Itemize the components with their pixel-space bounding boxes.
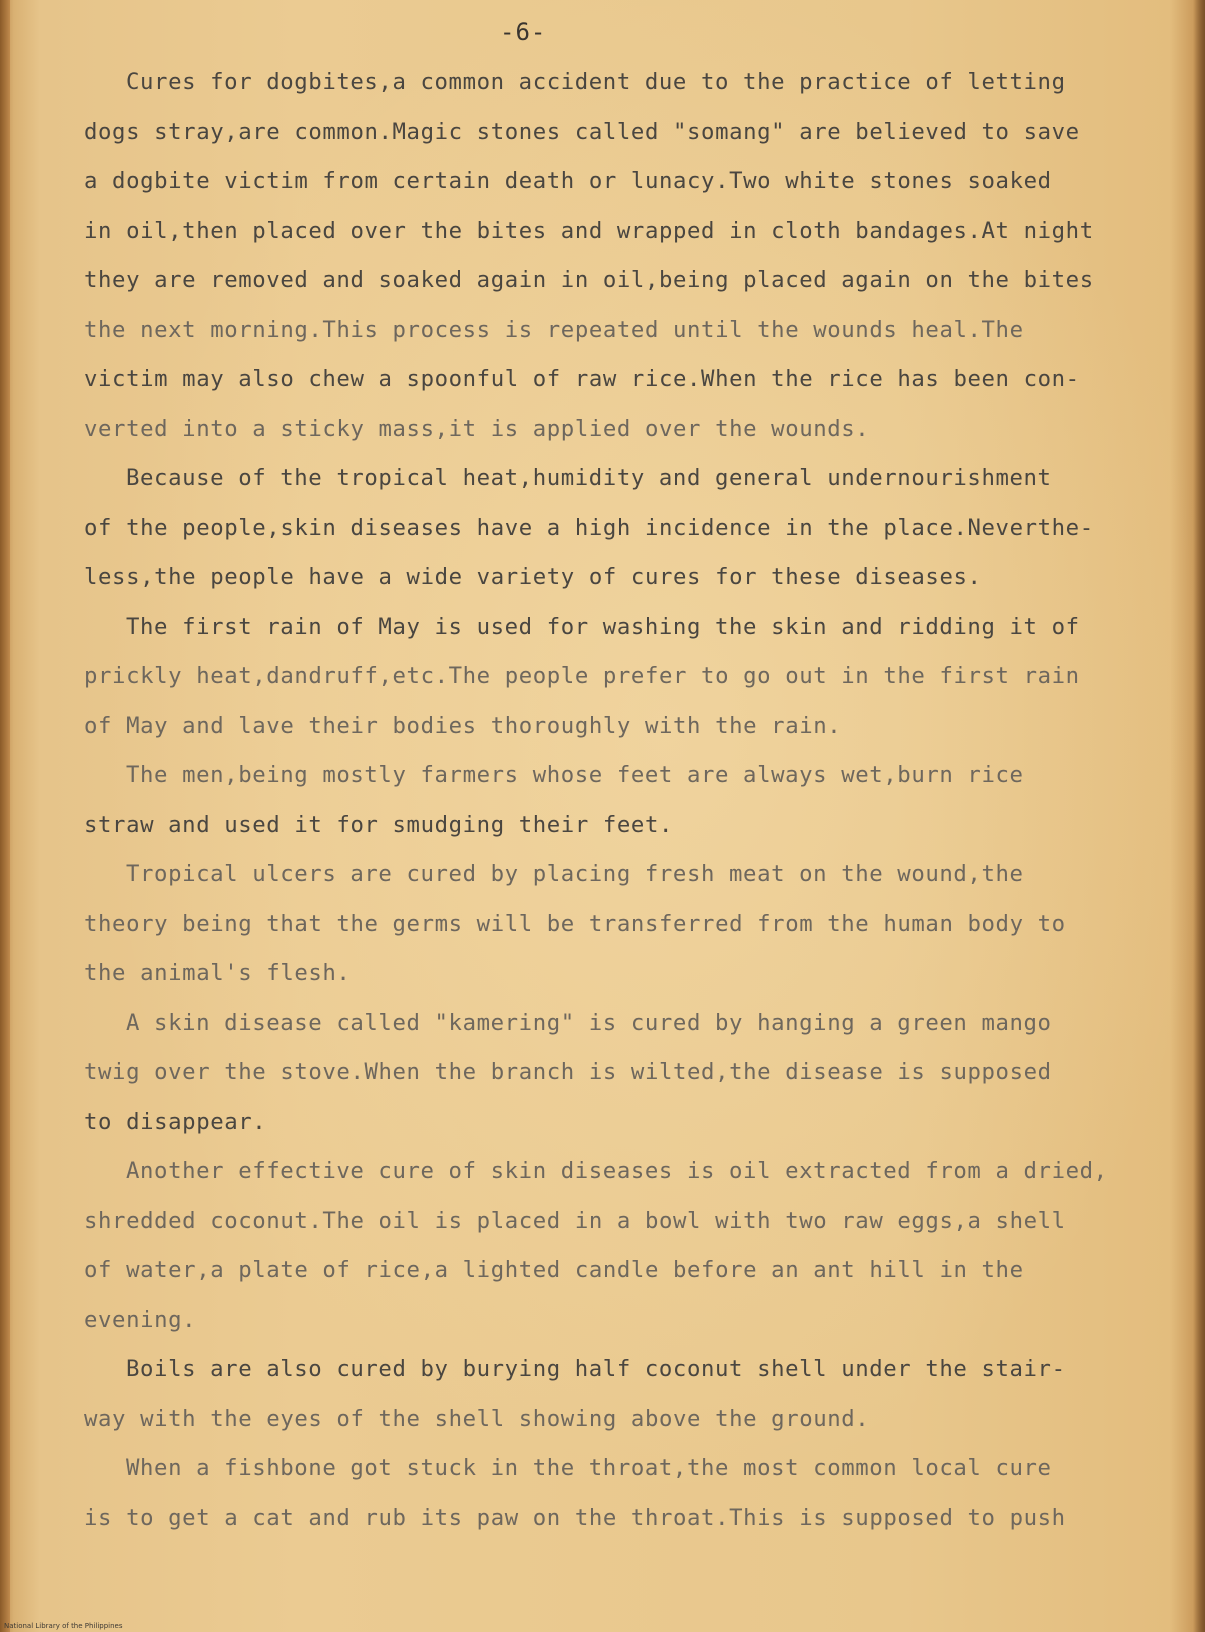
text-line: of May and lave their bodies thoroughly with the rain. <box>84 712 842 739</box>
text-line: shredded coconut.The oil is placed in a bowl with two raw eggs,a shell <box>84 1207 1066 1234</box>
text-line: victim may also chew a spoonful of raw rice.When the rice has been con- <box>84 366 1080 392</box>
text-line: verted into a sticky mass,it is applied over the wounds. <box>84 415 870 442</box>
body-text <box>84 58 1174 1543</box>
text-line: Because of the tropical heat,humidity and general undernourishment <box>126 465 1052 491</box>
text-line: to disappear. <box>84 1108 267 1135</box>
text-line: of the people,skin diseases have a high incidence in the place.Neverthe- <box>84 514 1094 541</box>
text-line: twig over the stove.When the branch is wilted,the disease is supposed <box>84 1059 1052 1085</box>
text-line: the animal's flesh. <box>84 960 351 986</box>
text-line: theory being that the germs will be transferred from the human body to <box>84 910 1066 937</box>
text-line: evening. <box>84 1306 197 1333</box>
text-line: Another effective cure of skin diseases is oil extracted from a dried, <box>126 1158 1108 1184</box>
text-line: Cures for dogbites,a common accident due to the practice of letting <box>126 69 1066 95</box>
text-line: they are removed and soaked again in oil,being placed again on the bites <box>84 267 1094 293</box>
binding-edge <box>0 0 10 1632</box>
text-line: straw and used it for smudging their feet. <box>84 811 674 838</box>
page-number: -6- <box>500 18 547 46</box>
text-line: Tropical ulcers are cured by placing fresh meat on the wound,the <box>126 861 1024 887</box>
text-line: in oil,then placed over the bites and wrapped in cloth bandages.At night <box>84 217 1094 244</box>
text-line: the next morning.This process is repeated until the wounds heal.The <box>84 316 1024 343</box>
page-right-edge <box>1193 0 1205 1632</box>
text-line: The men,being mostly farmers whose feet are always wet,burn rice <box>126 762 1024 788</box>
text-line: When a fishbone got stuck in the throat,the most common local cure <box>126 1455 1052 1481</box>
text-line: of water,a plate of rice,a lighted candle before an ant hill in the <box>84 1257 1024 1283</box>
text-line: Boils are also cured by burying half coconut shell under the stair- <box>126 1356 1066 1382</box>
text-line: The first rain of May is used for washing the skin and ridding it of <box>126 613 1080 640</box>
text-line: dogs stray,are common.Magic stones called "somang" are believed to save <box>84 118 1080 145</box>
text-line: is to get a cat and rub its paw on the throat.This is supposed to push <box>84 1504 1066 1531</box>
footer-stamp: National Library of the Philippines <box>4 1622 123 1630</box>
text-line: prickly heat,dandruff,etc.The people prefer to go out in the first rain <box>84 663 1080 689</box>
text-line: a dogbite victim from certain death or lunacy.Two white stones soaked <box>84 168 1052 194</box>
text-line: A skin disease called "kamering" is cured by hanging a green mango <box>126 1009 1052 1036</box>
text-line: less,the people have a wide variety of cures for these diseases. <box>84 564 982 590</box>
text-line: way with the eyes of the shell showing above the ground. <box>84 1405 870 1432</box>
